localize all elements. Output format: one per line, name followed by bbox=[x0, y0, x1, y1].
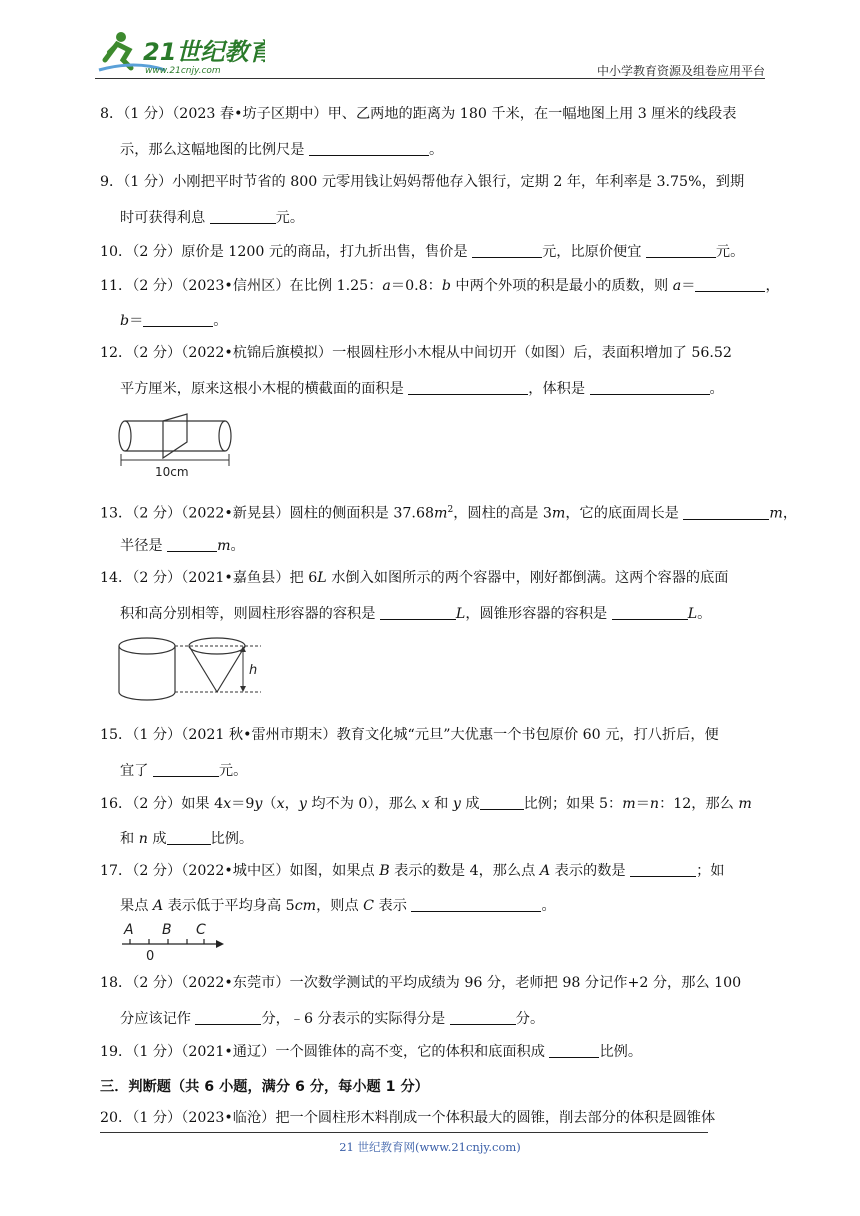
q18-text-mid: 分，﹣6 分表示的实际得分是 bbox=[261, 1011, 450, 1027]
var-y: y bbox=[452, 796, 461, 812]
q16-text-f: 和 bbox=[429, 796, 453, 812]
q17-text-g: ，则点 bbox=[316, 898, 364, 914]
var-x: x bbox=[276, 796, 285, 812]
q17-text-f: 表示低于平均身高 5 bbox=[163, 898, 295, 914]
var-c: C bbox=[363, 898, 375, 914]
q13-text: 13．（2 分）（2022•新晃县）圆柱的侧面积是 37.68 bbox=[100, 505, 434, 522]
var-n: n bbox=[649, 796, 660, 812]
q8-line1: 8．（1 分）（2023 春•坊子区期中）甲、乙两地的距离为 180 千米，在一幅地图上用 3 厘米的线段表 bbox=[100, 106, 737, 122]
q16-line1 bbox=[100, 795, 766, 813]
var-b: b bbox=[441, 278, 451, 294]
q16-text-i: ＝ bbox=[635, 796, 650, 812]
platform-title: 中小学教育资源及组卷应用平台 bbox=[596, 64, 765, 78]
page-header bbox=[95, 30, 765, 78]
q12-blank-2[interactable] bbox=[590, 380, 710, 395]
q15-answer-blank[interactable] bbox=[153, 762, 219, 777]
q14-text: 14．（2 分）（2021•嘉鱼县）把 6 bbox=[100, 570, 318, 586]
point-c-label: C bbox=[196, 922, 206, 938]
question-11 bbox=[100, 277, 780, 329]
section-heading: 三．判断题（共 6 小题，满分 6 分，每小题 1 分） bbox=[100, 1079, 429, 1095]
q11-blank-a[interactable] bbox=[695, 277, 765, 292]
point-a-label: A bbox=[124, 922, 134, 938]
q8-line2 bbox=[120, 141, 443, 159]
q17-text-b: 表示的数是 4，那么点 bbox=[389, 863, 540, 879]
q15-line2 bbox=[120, 762, 247, 780]
q17-text-d: ；如 bbox=[696, 863, 725, 879]
question-14 bbox=[100, 570, 766, 622]
q14-text-end: 。 bbox=[697, 606, 712, 622]
q11-blank-b[interactable] bbox=[143, 312, 213, 327]
q14-blank-2[interactable] bbox=[612, 605, 688, 620]
q17-text-end: 。 bbox=[541, 898, 556, 914]
question-13 bbox=[100, 502, 798, 554]
q10-line1 bbox=[100, 243, 766, 261]
var-a: A bbox=[539, 863, 551, 879]
runner-logo-icon bbox=[95, 30, 265, 76]
header-divider bbox=[95, 78, 765, 79]
q13-text-d: ， bbox=[782, 505, 798, 522]
q19-text-end: 比例。 bbox=[599, 1044, 643, 1060]
q15-line1: 15．（1 分）（2021 秋•雷州市期末）教育文化城“元旦”大优惠一个书包原价 60 元，打八折后，便 bbox=[100, 727, 719, 743]
q8-text-end: 。 bbox=[428, 142, 444, 158]
q9-text: 时可获得利息 bbox=[120, 210, 210, 226]
q11-line1 bbox=[100, 277, 780, 295]
q10-text-mid: 元，比原价便宜 bbox=[542, 244, 646, 260]
q16-line2 bbox=[120, 830, 253, 848]
q13-text-c: ，它的底面周长是 bbox=[565, 505, 684, 522]
question-18 bbox=[100, 975, 766, 1027]
question-19 bbox=[100, 1043, 766, 1061]
q17-text-h: 表示 bbox=[374, 898, 412, 914]
q19-line1 bbox=[100, 1043, 766, 1061]
q14-line1 bbox=[100, 570, 766, 587]
unit-l: L bbox=[317, 570, 327, 586]
q19-text: 19．（1 分）（2021•通辽）一个圆锥体的高不变，它的体积和底面积成 bbox=[100, 1044, 550, 1060]
q16-blank-2[interactable] bbox=[167, 830, 211, 845]
q16-text-j: ：12，那么 bbox=[659, 796, 739, 812]
q15-text: 宜了 bbox=[120, 763, 153, 779]
q9-line1: 9．（1 分）小刚把平时节省的 800 元零用钱让妈妈帮他存入银行，定期 2 年，年利率是 3.75%，到期 bbox=[100, 174, 745, 190]
var-m: m bbox=[738, 796, 752, 812]
q16-text-d: ， bbox=[284, 796, 299, 812]
q18-text-end: 分。 bbox=[515, 1011, 545, 1027]
var-n: n bbox=[138, 831, 148, 847]
question-9 bbox=[100, 174, 766, 226]
q19-answer-blank[interactable] bbox=[549, 1043, 599, 1058]
q13-line1 bbox=[100, 502, 798, 523]
q17-line2 bbox=[120, 897, 556, 915]
unit-l: L bbox=[687, 606, 698, 622]
logo-url: www.21cnjy.com bbox=[145, 66, 221, 76]
q8-answer-blank[interactable] bbox=[309, 141, 429, 156]
unit-m: m bbox=[769, 505, 783, 522]
q11-text-b: ＝0.8： bbox=[390, 278, 442, 294]
q11-text-e: ， bbox=[765, 278, 780, 294]
q14-text-d: ，圆锥形容器的容积是 bbox=[465, 606, 612, 622]
q10-blank-2[interactable] bbox=[646, 243, 716, 258]
q18-blank-2[interactable] bbox=[450, 1010, 516, 1025]
q14-text-b: 水倒入如图所示的两个容器中，刚好都倒满。这两个容器的底面 bbox=[326, 570, 729, 586]
q11-text-f: ＝ bbox=[129, 313, 144, 329]
q10-text-end: 元。 bbox=[715, 244, 745, 260]
q12-text-end: 。 bbox=[709, 381, 724, 397]
q16-text-end: 比例。 bbox=[210, 831, 254, 847]
q17-text-e: 果点 bbox=[120, 898, 153, 914]
q13-text-e: 半径是 bbox=[120, 538, 168, 554]
q15-text-end: 元。 bbox=[218, 763, 248, 779]
question-16 bbox=[100, 795, 766, 847]
q17-blank-2[interactable] bbox=[411, 897, 541, 912]
number-line-figure bbox=[120, 918, 226, 964]
q8-text: 示，那么这幅地图的比例尺是 bbox=[120, 142, 309, 158]
var-b: B bbox=[379, 863, 390, 879]
q16-text-g: 成 bbox=[460, 796, 480, 812]
q16-text-l: 成 bbox=[147, 831, 167, 847]
cut-cylinder-figure bbox=[115, 412, 237, 484]
question-12 bbox=[100, 345, 766, 397]
var-x: x bbox=[421, 796, 430, 812]
q13-text-end: 。 bbox=[230, 538, 245, 554]
logo-text: 21世纪教育 bbox=[143, 38, 265, 66]
question-20 bbox=[100, 1110, 766, 1127]
q17-line1 bbox=[100, 862, 766, 880]
q13-text-b: ，圆柱的高是 3 bbox=[453, 505, 552, 522]
footer-divider bbox=[100, 1132, 708, 1133]
var-a: a bbox=[382, 278, 391, 294]
q12-text-mid: ，体积是 bbox=[528, 381, 590, 397]
var-b: b bbox=[120, 313, 130, 329]
var-x: x bbox=[223, 796, 232, 812]
q16-blank-1[interactable] bbox=[480, 795, 524, 810]
q9-answer-blank[interactable] bbox=[210, 209, 276, 224]
q10-blank-1[interactable] bbox=[472, 243, 542, 258]
q11-text-d: ＝ bbox=[681, 278, 696, 294]
q11-text-end: 。 bbox=[213, 313, 228, 329]
unit-l: L bbox=[455, 606, 466, 622]
q17-text: 17．（2 分）（2022•城中区）如图，如果点 bbox=[100, 863, 380, 879]
q16-text: 16．（2 分）如果 4 bbox=[100, 796, 224, 812]
q11-text-c: 中两个外项的积是最小的质数，则 bbox=[450, 278, 673, 294]
q13-line2 bbox=[120, 537, 245, 555]
q14-text-c: 积和高分别相等，则圆柱形容器的容积是 bbox=[120, 606, 380, 622]
q9-text-end: 元。 bbox=[275, 210, 305, 226]
exponent: 2 bbox=[447, 505, 454, 515]
q20-line1: 20．（1 分）（2023•临沧）把一个圆柱形木料削成一个体积最大的圆锥，削去部分的体积是圆锥体 bbox=[100, 1110, 716, 1126]
length-label: 10cm bbox=[155, 465, 189, 479]
unit-m: m bbox=[551, 505, 566, 522]
unit-cm: cm bbox=[294, 898, 317, 914]
q17-blank-1[interactable] bbox=[630, 862, 696, 877]
var-y: y bbox=[254, 796, 263, 812]
q12-line1: 12．（2 分）（2022•杭锦后旗模拟）一根圆柱形小木棍从中间切开（如图）后，表面积增加了 56.52 bbox=[100, 345, 732, 361]
var-a: a bbox=[672, 278, 682, 294]
q16-text-k: 和 bbox=[120, 831, 139, 847]
q14-line2 bbox=[120, 605, 711, 623]
unit-m: m bbox=[217, 538, 231, 554]
q16-text-b: ＝9 bbox=[231, 796, 255, 812]
q18-line1: 18．（2 分）（2022•东莞市）一次数学测试的平均成绩为 96 分，老师把 98 分记作+2 分，那么 100 bbox=[100, 975, 742, 991]
var-y: y bbox=[298, 796, 307, 812]
var-a: A bbox=[152, 898, 164, 914]
footer-text: 21 世纪教育网(www.21cnjy.com) bbox=[339, 1140, 521, 1154]
q12-blank-1[interactable] bbox=[408, 380, 528, 395]
zero-label: 0 bbox=[146, 949, 155, 964]
q10-text: 10．（2 分）原价是 1200 元的商品，打九折出售，售价是 bbox=[100, 244, 473, 260]
q18-blank-1[interactable] bbox=[195, 1010, 261, 1025]
site-logo bbox=[95, 30, 265, 76]
question-15 bbox=[100, 727, 766, 779]
unit-m: m bbox=[434, 505, 448, 522]
q11-line2 bbox=[120, 312, 228, 330]
question-8 bbox=[100, 106, 766, 158]
var-m: m bbox=[622, 796, 636, 812]
q14-blank-1[interactable] bbox=[380, 605, 456, 620]
q17-text-c: 表示的数是 bbox=[550, 863, 631, 879]
question-17 bbox=[100, 862, 766, 914]
point-b-label: B bbox=[162, 922, 172, 938]
q16-text-e: 均不为 0），那么 bbox=[306, 796, 422, 812]
q18-line2 bbox=[120, 1010, 544, 1028]
q11-text: 11．（2 分）（2023•信州区）在比例 1.25： bbox=[100, 278, 383, 294]
q16-text-c: （ bbox=[262, 796, 277, 812]
cylinder-cone-figure bbox=[115, 634, 265, 704]
q16-text-h: 比例；如果 5： bbox=[523, 796, 623, 812]
q13-blank-1[interactable] bbox=[683, 505, 769, 520]
q9-line2 bbox=[120, 209, 304, 227]
height-label: h bbox=[249, 663, 258, 678]
q18-text: 分应该记作 bbox=[120, 1011, 196, 1027]
q12-line2 bbox=[120, 380, 724, 398]
question-10 bbox=[100, 243, 766, 261]
q12-text: 平方厘米，原来这根小木棍的横截面的面积是 bbox=[120, 381, 409, 397]
q13-blank-2[interactable] bbox=[167, 537, 217, 552]
